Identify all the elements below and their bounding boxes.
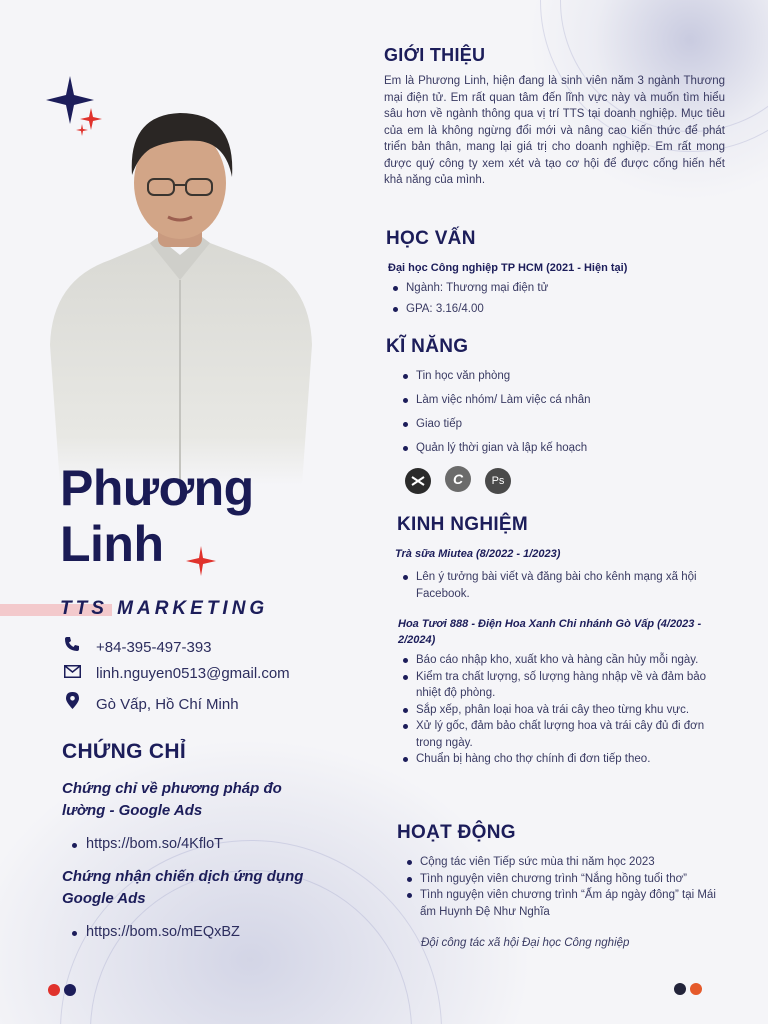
sparkle-icon	[186, 546, 216, 576]
location-pin-icon	[62, 692, 82, 713]
certificates-list	[62, 778, 322, 940]
decor-dot	[48, 984, 60, 996]
certificate-link[interactable]: https://bom.so/mEQxBZ	[62, 924, 322, 940]
job-duties	[400, 652, 725, 768]
list-item: Sắp xếp, phân loại hoa và trái cây theo từng khu vực.	[400, 702, 725, 719]
profile-photo	[40, 105, 322, 485]
experience-title: KINH NGHIỆM	[397, 514, 529, 535]
job-role: TTS MARKETING	[60, 598, 269, 619]
list-item: Giao tiếp	[400, 416, 720, 433]
list-item: Làm việc nhóm/ Làm việc cá nhân	[400, 392, 720, 409]
certificates-title: CHỨNG CHỈ	[62, 740, 186, 763]
job-title: Trà sữa Miutea (8/2022 - 1/2023)	[395, 548, 561, 560]
photoshop-icon: Ps	[485, 468, 511, 494]
activities-list	[404, 854, 720, 920]
list-item: Cộng tác viên Tiếp sức mùa thi năm học 2023	[404, 854, 720, 871]
list-item: Báo cáo nhập kho, xuất kho và hàng cần hủy mỗi ngày.	[400, 652, 725, 669]
education-list	[390, 280, 720, 317]
list-item: Ngành: Thương mại điện tử	[390, 280, 720, 297]
last-name: Linh	[60, 516, 164, 572]
list-item: Quản lý thời gian và lập kế hoạch	[400, 440, 720, 457]
activities-title: HOẠT ĐỘNG	[397, 822, 516, 843]
skills-title: KĨ NĂNG	[386, 336, 469, 357]
phone-icon	[62, 636, 82, 656]
job-duties	[400, 569, 725, 602]
phone-number: +84-395-497-393	[96, 639, 212, 656]
job-title: Hoa Tươi 888 - Điện Hoa Xanh Chi nhánh Gò Vấp (4/2023 - 2/2024)	[398, 618, 702, 646]
first-name: Phương	[60, 460, 254, 516]
list-item: Tình nguyện viên chương trình “Ấm áp ngày đông” tại Mái ấm Huynh Đệ Như Nghĩa	[404, 887, 720, 920]
email-address: linh.nguyen0513@gmail.com	[96, 665, 290, 682]
contact-address	[62, 692, 239, 713]
contact-phone[interactable]	[62, 636, 212, 656]
intro-text: Em là Phương Linh, hiện đang là sinh viên năm 3 ngành Thương mại điện tử. Em rất quan tâm đến lĩnh vực này và muốn tìm hiểu sâu hơn về ngành thông qua vị trí TTS tại doanh nghiệp. Mục tiêu của em là không ngừng đổi mới và nâng cao kiến thức để phát triển bản thân, mang lại giá trị cho doanh nghiệp. Em rất mong được quý công ty xem xét và tạo cơ hội để được cống hiến hết khả năng của mình.	[384, 75, 725, 186]
list-item: Lên ý tưởng bài viết và đăng bài cho kênh mạng xã hội Facebook.	[400, 569, 725, 602]
certificate-link[interactable]: https://bom.so/4KfloT	[62, 836, 322, 852]
activity-note: Đội công tác xã hội Đại học Công nghiệp	[421, 937, 630, 949]
list-item: Xử lý gốc, đảm bảo chất lượng hoa và trái cây đủ đi đơn trong ngày.	[400, 718, 725, 751]
mail-icon	[62, 665, 82, 682]
skills-list	[400, 368, 720, 457]
decor-dot	[674, 983, 686, 995]
list-item: Tin học văn phòng	[400, 368, 720, 385]
capcut-icon	[405, 468, 431, 494]
list-item: Tình nguyện viên chương trình “Nắng hồng tuổi thơ”	[404, 871, 720, 888]
list-item: Kiểm tra chất lượng, số lượng hàng nhập về và đảm bảo nhiệt độ phòng.	[400, 669, 725, 702]
corel-icon: C	[445, 466, 471, 492]
education-title: HỌC VẤN	[386, 228, 476, 249]
decor-dot	[64, 984, 76, 996]
software-icons	[405, 466, 525, 494]
certificate-name: Chứng chỉ về phương pháp đo lường - Google Ads	[62, 780, 282, 819]
address: Gò Vấp, Hồ Chí Minh	[96, 696, 239, 713]
certificate-name: Chứng nhận chiến dịch ứng dụng Google Ads	[62, 868, 304, 907]
decor-dot	[690, 983, 702, 995]
intro-title: GIỚI THIỆU	[384, 45, 486, 65]
list-item: GPA: 3.16/4.00	[390, 301, 720, 318]
contact-email[interactable]	[62, 665, 290, 682]
school-name: Đại học Công nghiệp TP HCM (2021 - Hiện tại)	[388, 262, 628, 274]
list-item: Chuẩn bị hàng cho thợ chính đi đơn tiếp theo.	[400, 751, 725, 768]
